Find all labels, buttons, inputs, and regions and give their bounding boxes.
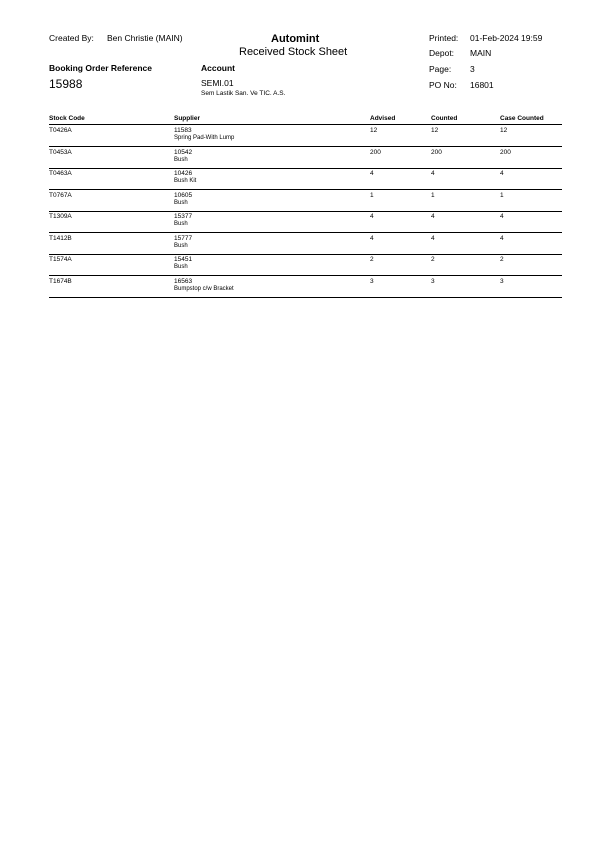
supplier-code-cell: 15777 <box>174 234 193 242</box>
stock-code-cell: T1574A <box>49 256 72 263</box>
supplier-code-cell: 11583 <box>174 127 192 134</box>
supplier-code-cell: 10426 <box>174 170 193 177</box>
counted-cell: 4 <box>431 170 435 177</box>
advised-cell: 200 <box>370 148 381 156</box>
item-description-cell: Bush <box>174 264 188 270</box>
column-header-case-counted: Case Counted <box>500 115 544 122</box>
case-counted-cell: 12 <box>500 127 508 134</box>
depot-value: MAIN <box>470 48 492 58</box>
depot-label: Depot: <box>429 48 455 58</box>
supplier-code-cell: 10542 <box>174 148 193 156</box>
counted-cell: 1 <box>431 191 435 199</box>
po-label: PO No: <box>429 80 457 90</box>
item-description-cell: Bush <box>174 156 188 163</box>
case-counted-cell: 4 <box>500 170 504 177</box>
item-description-cell: Bush <box>174 242 188 249</box>
counted-cell: 200 <box>431 148 442 156</box>
printed-label: Printed: <box>429 33 459 43</box>
advised-cell: 1 <box>370 191 374 199</box>
row-divider <box>49 297 562 298</box>
column-header-counted: Counted <box>431 115 458 122</box>
company-name: Automint <box>271 33 320 45</box>
account-code: SEMI.01 <box>201 78 234 88</box>
counted-cell: 2 <box>431 256 435 263</box>
booking-ref-value: 15988 <box>49 77 83 91</box>
advised-cell: 12 <box>370 127 378 134</box>
column-header-supplier: Supplier <box>174 115 201 122</box>
stock-code-cell: T0426A <box>49 127 72 134</box>
row-divider <box>49 275 562 276</box>
advised-cell: 3 <box>370 277 374 285</box>
page-number: 3 <box>470 64 475 74</box>
printed-value: 01-Feb-2024 19:59 <box>470 33 543 43</box>
advised-cell: 4 <box>370 213 374 220</box>
report-title: Received Stock Sheet <box>239 46 348 58</box>
item-description-cell: Bumpstop c/w Bracket <box>174 285 234 292</box>
po-number: 16801 <box>470 80 494 90</box>
item-description-cell: Spring Pad-With Lump <box>174 135 235 141</box>
counted-cell: 12 <box>431 127 439 134</box>
account-label: Account <box>201 63 235 73</box>
header-divider <box>49 124 562 125</box>
counted-cell: 3 <box>431 277 435 285</box>
row-divider <box>49 232 562 233</box>
counted-cell: 4 <box>431 213 435 220</box>
advised-cell: 4 <box>370 234 374 242</box>
stock-code-cell: T0767A <box>49 191 72 199</box>
row-divider <box>49 189 562 190</box>
row-divider <box>49 146 562 147</box>
supplier-code-cell: 16563 <box>174 277 193 285</box>
stock-code-cell: T1412B <box>49 234 72 242</box>
case-counted-cell: 200 <box>500 148 511 156</box>
case-counted-cell: 4 <box>500 213 504 220</box>
case-counted-cell: 2 <box>500 256 504 263</box>
case-counted-cell: 1 <box>500 191 504 199</box>
stock-code-cell: T0463A <box>49 170 72 177</box>
row-divider <box>49 254 562 255</box>
created-by-value: Ben Christie (MAIN) <box>107 33 183 43</box>
page-label: Page: <box>429 64 452 74</box>
column-header-advised: Advised <box>370 115 396 122</box>
item-description-cell: Bush Kit <box>174 178 197 184</box>
item-description-cell: Bush <box>174 221 188 227</box>
item-description-cell: Bush <box>174 199 188 206</box>
account-name: Sem Lastik San. Ve TIC. A.S. <box>201 90 286 97</box>
stock-code-cell: T1674B <box>49 277 72 285</box>
booking-ref-label: Booking Order Reference <box>49 63 152 73</box>
counted-cell: 4 <box>431 234 435 242</box>
supplier-code-cell: 10605 <box>174 191 193 199</box>
advised-cell: 4 <box>370 170 374 177</box>
supplier-code-cell: 15451 <box>174 256 193 263</box>
stock-code-cell: T1309A <box>49 213 72 220</box>
row-divider <box>49 211 562 212</box>
created-by-label: Created By: <box>49 33 94 43</box>
stock-code-cell: T0453A <box>49 148 72 156</box>
supplier-code-cell: 15377 <box>174 213 193 220</box>
case-counted-cell: 4 <box>500 234 504 242</box>
advised-cell: 2 <box>370 256 374 263</box>
case-counted-cell: 3 <box>500 277 504 285</box>
row-divider <box>49 168 562 169</box>
column-header-stock-code: Stock Code <box>49 115 85 122</box>
